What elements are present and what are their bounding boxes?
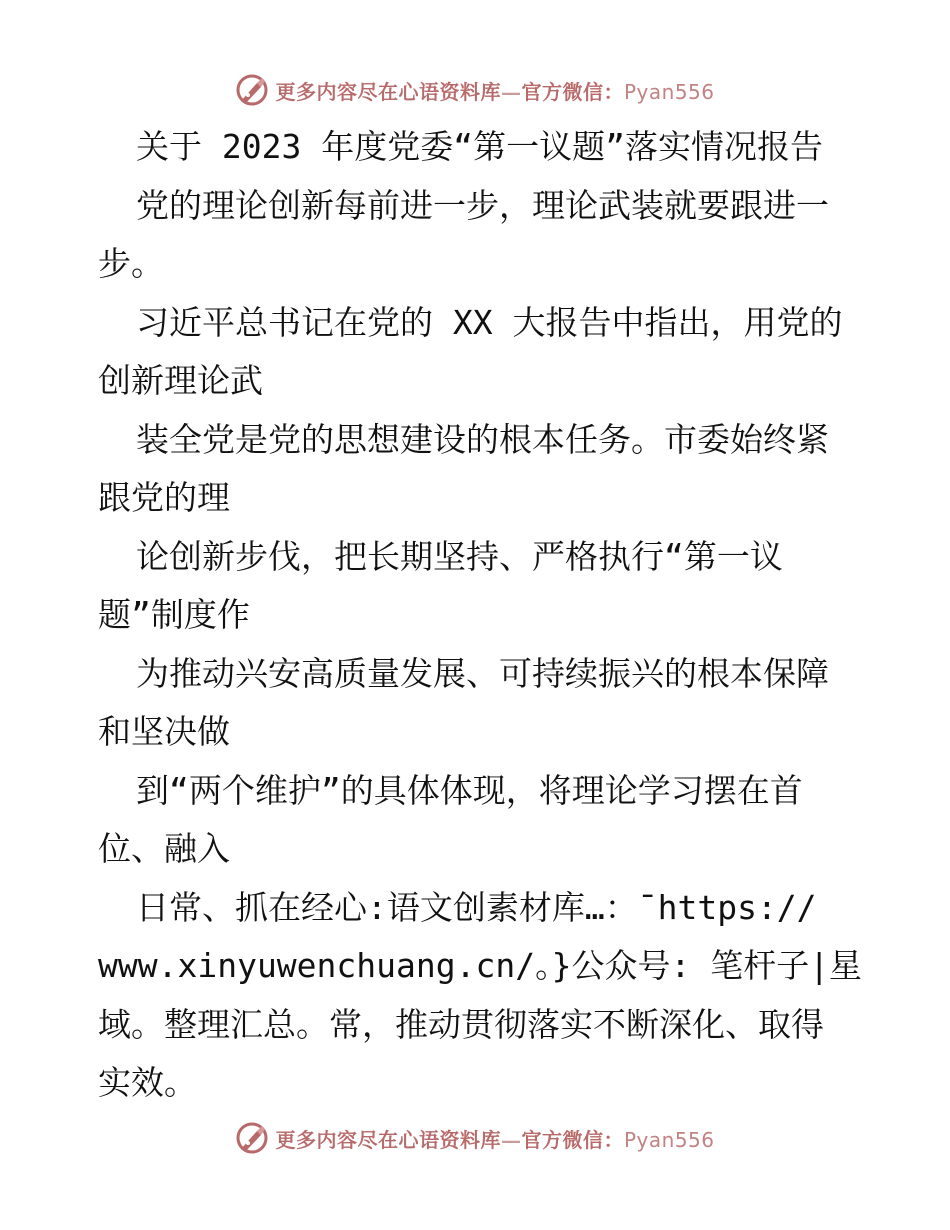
pen-logo-icon bbox=[235, 1121, 269, 1155]
footer-banner-text: 更多内容尽在心语资料库—官方微信：Pyan556 bbox=[275, 1127, 715, 1152]
body-line: 到“两个维护”的具体体现，将理论学习摆在首 bbox=[136, 771, 803, 810]
body-line: 和坚决做 bbox=[98, 712, 230, 751]
body-line: 论创新步伐，把长期坚持、严格执行“第一议 bbox=[136, 537, 783, 576]
body-line: 位、融入 bbox=[98, 829, 230, 868]
pen-logo-icon bbox=[235, 73, 269, 107]
document-title: 关于 2023 年度党委“第一议题”落实情况报告 bbox=[136, 127, 823, 166]
body-line: 为推动兴安高质量发展、可持续振兴的根本保障 bbox=[136, 654, 829, 693]
body-line: 步。 bbox=[98, 244, 164, 283]
body-line: 党的理论创新每前进一步，理论武装就要跟进一 bbox=[136, 186, 829, 225]
body-line: 跟党的理 bbox=[98, 478, 230, 517]
body-line: 创新理论武 bbox=[98, 361, 263, 400]
body-line: 装全党是党的思想建设的根本任务。市委始终紧 bbox=[136, 420, 829, 459]
body-line: 习近平总书记在党的 XX 大报告中指出，用党的 bbox=[136, 303, 843, 342]
body-line: 日常、抓在经心:语文创素材库…：¯https:// bbox=[136, 888, 817, 927]
header-banner bbox=[0, 70, 950, 110]
body-line: www.xinyuwenchuang.cn/。}公众号: 笔杆子|星 bbox=[98, 946, 863, 985]
header-banner-text: 更多内容尽在心语资料库—官方微信：Pyan556 bbox=[275, 79, 715, 104]
footer-banner bbox=[0, 1118, 950, 1158]
body-line: 题”制度作 bbox=[98, 595, 250, 634]
body-line: 实效。 bbox=[98, 1063, 197, 1102]
body-line: 域。整理汇总。常，推动贯彻落实不断深化、取得 bbox=[98, 1005, 824, 1044]
